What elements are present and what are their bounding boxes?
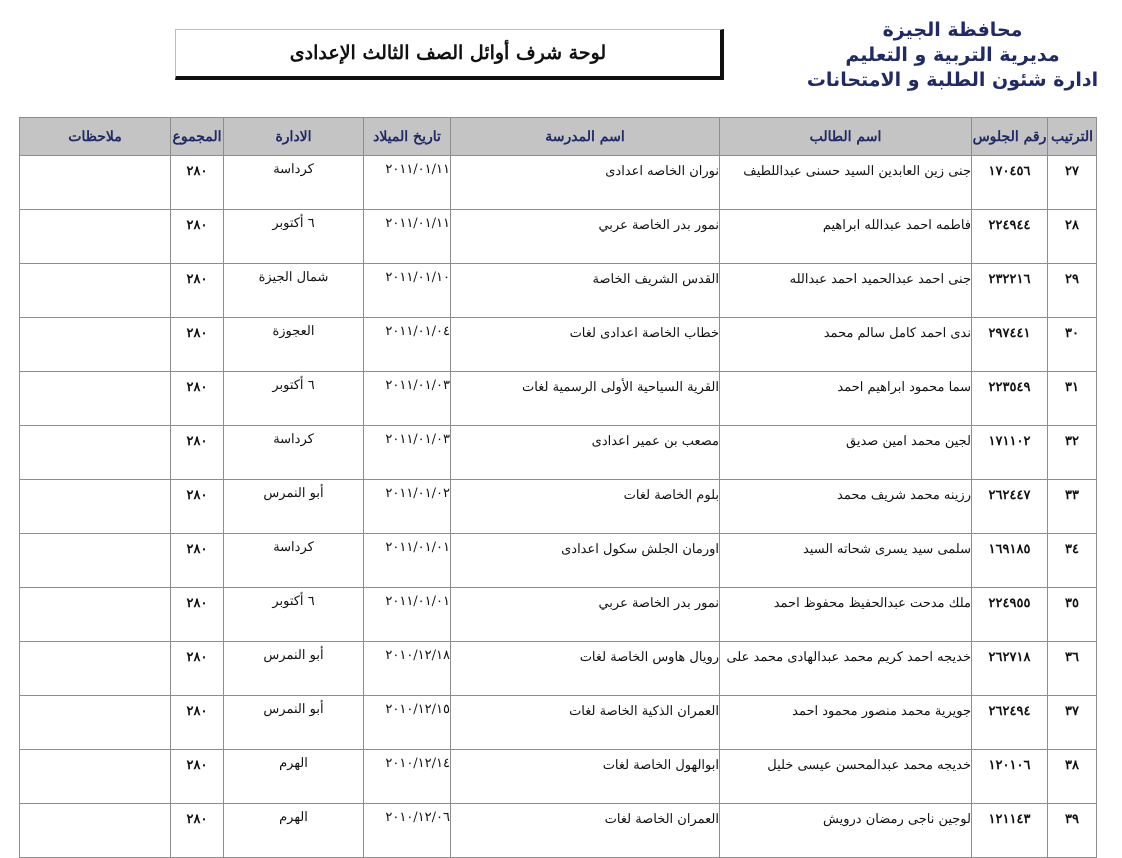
- student-name-cell: سلمى سيد يسرى شحاته السيد: [720, 534, 972, 588]
- total-cell: ٢٨٠: [171, 804, 224, 858]
- rank-cell: ٢٩: [1048, 264, 1097, 318]
- school-name-cell: بلوم الخاصة لغات: [451, 480, 720, 534]
- total-cell: ٢٨٠: [171, 426, 224, 480]
- seat-number-cell: ٢٦٢٧١٨: [972, 642, 1048, 696]
- administration-cell: الهرم: [224, 804, 364, 858]
- notes-cell: [20, 426, 171, 480]
- title-box: [175, 29, 724, 80]
- table-row: [20, 696, 1097, 750]
- seat-number-cell: ٢٩٧٤٤١: [972, 318, 1048, 372]
- administration-cell: كرداسة: [224, 156, 364, 210]
- table-row: [20, 750, 1097, 804]
- column-header-birth-date: تاريخ الميلاد: [364, 118, 451, 156]
- administration-cell: الهرم: [224, 750, 364, 804]
- birth-date-cell: ٢٠١١/٠١/١١: [364, 210, 451, 264]
- seat-number-cell: ٢٢٤٩٤٤: [972, 210, 1048, 264]
- column-header-student-name: اسم الطالب: [720, 118, 972, 156]
- notes-cell: [20, 750, 171, 804]
- total-cell: ٢٨٠: [171, 480, 224, 534]
- student-name-cell: لوجين ناجى رمضان درويش: [720, 804, 972, 858]
- total-cell: ٢٨٠: [171, 750, 224, 804]
- seat-number-cell: ١٢٠١٠٦: [972, 750, 1048, 804]
- notes-cell: [20, 372, 171, 426]
- department-name: ادارة شئون الطلبة و الامتحانات: [806, 69, 1099, 91]
- school-name-cell: العمران الخاصة لغات: [451, 804, 720, 858]
- student-name-cell: خديجه احمد كريم محمد عبدالهادى محمد على: [720, 642, 972, 696]
- total-cell: ٢٨٠: [171, 264, 224, 318]
- column-header-seat-number: رقم الجلوس: [972, 118, 1048, 156]
- school-name-cell: القرية السياحية الأولى الرسمية لغات: [451, 372, 720, 426]
- birth-date-cell: ٢٠١١/٠١/٠١: [364, 534, 451, 588]
- administration-cell: ٦ أكتوبر: [224, 372, 364, 426]
- rank-cell: ٣٨: [1048, 750, 1097, 804]
- administration-cell: ٦ أكتوبر: [224, 210, 364, 264]
- student-name-cell: جنى احمد عبدالحميد احمد عبدالله: [720, 264, 972, 318]
- column-header-school-name: اسم المدرسة: [451, 118, 720, 156]
- total-cell: ٢٨٠: [171, 534, 224, 588]
- school-name-cell: نمور بدر الخاصة عربي: [451, 210, 720, 264]
- school-name-cell: مصعب بن عمير اعدادى: [451, 426, 720, 480]
- rank-cell: ٢٧: [1048, 156, 1097, 210]
- student-name-cell: فاطمه احمد عبدالله ابراهيم: [720, 210, 972, 264]
- total-cell: ٢٨٠: [171, 318, 224, 372]
- total-cell: ٢٨٠: [171, 696, 224, 750]
- organization-header: [790, 18, 1115, 93]
- table-row: [20, 480, 1097, 534]
- seat-number-cell: ١٧٠٤٥٦: [972, 156, 1048, 210]
- total-cell: ٢٨٠: [171, 156, 224, 210]
- page-title: لوحة شرف أوائل الصف الثالث الإعدادى: [289, 42, 607, 64]
- seat-number-cell: ١٦٩١٨٥: [972, 534, 1048, 588]
- notes-cell: [20, 156, 171, 210]
- student-name-cell: جويرية محمد منصور محمود احمد: [720, 696, 972, 750]
- school-name-cell: ابوالهول الخاصة لغات: [451, 750, 720, 804]
- table-row: [20, 372, 1097, 426]
- table-row: [20, 426, 1097, 480]
- total-cell: ٢٨٠: [171, 642, 224, 696]
- birth-date-cell: ٢٠١٠/١٢/١٥: [364, 696, 451, 750]
- seat-number-cell: ١٢١١٤٣: [972, 804, 1048, 858]
- birth-date-cell: ٢٠١١/٠١/١٠: [364, 264, 451, 318]
- honor-roll-table: [19, 117, 1097, 858]
- administration-cell: أبو النمرس: [224, 696, 364, 750]
- table-row: [20, 588, 1097, 642]
- notes-cell: [20, 534, 171, 588]
- governorate-name: محافظة الجيزة: [882, 19, 1023, 41]
- student-name-cell: لجين محمد امين صديق: [720, 426, 972, 480]
- table-row: [20, 534, 1097, 588]
- table-row: [20, 264, 1097, 318]
- school-name-cell: خطاب الخاصة اعدادى لغات: [451, 318, 720, 372]
- administration-cell: ٦ أكتوبر: [224, 588, 364, 642]
- school-name-cell: اورمان الجلش سكول اعدادى: [451, 534, 720, 588]
- student-name-cell: سما محمود ابراهيم احمد: [720, 372, 972, 426]
- seat-number-cell: ٢٦٢٤٩٤: [972, 696, 1048, 750]
- birth-date-cell: ٢٠١١/٠١/١١: [364, 156, 451, 210]
- birth-date-cell: ٢٠١١/٠١/٠٣: [364, 372, 451, 426]
- total-cell: ٢٨٠: [171, 588, 224, 642]
- seat-number-cell: ٢٢٣٥٤٩: [972, 372, 1048, 426]
- table-row: [20, 642, 1097, 696]
- administration-cell: كرداسة: [224, 534, 364, 588]
- total-cell: ٢٨٠: [171, 372, 224, 426]
- rank-cell: ٣٩: [1048, 804, 1097, 858]
- column-header-total: المجموع: [171, 118, 224, 156]
- school-name-cell: العمران الذكية الخاصة لغات: [451, 696, 720, 750]
- rank-cell: ٣١: [1048, 372, 1097, 426]
- seat-number-cell: ٢٢٤٩٥٥: [972, 588, 1048, 642]
- student-name-cell: رزينه محمد شريف محمد: [720, 480, 972, 534]
- school-name-cell: رويال هاوس الخاصة لغات: [451, 642, 720, 696]
- table-row: [20, 156, 1097, 210]
- school-name-cell: نمور بدر الخاصة عربي: [451, 588, 720, 642]
- total-cell: ٢٨٠: [171, 210, 224, 264]
- table-row: [20, 804, 1097, 858]
- notes-cell: [20, 318, 171, 372]
- notes-cell: [20, 696, 171, 750]
- student-name-cell: ندى احمد كامل سالم محمد: [720, 318, 972, 372]
- notes-cell: [20, 264, 171, 318]
- directorate-name: مديرية التربية و التعليم: [845, 44, 1060, 66]
- administration-cell: كرداسة: [224, 426, 364, 480]
- table-row: [20, 318, 1097, 372]
- rank-cell: ٢٨: [1048, 210, 1097, 264]
- table-row: [20, 210, 1097, 264]
- student-name-cell: خديجه محمد عبدالمحسن عيسى خليل: [720, 750, 972, 804]
- seat-number-cell: ٢٦٢٤٤٧: [972, 480, 1048, 534]
- seat-number-cell: ٢٣٢٢١٦: [972, 264, 1048, 318]
- birth-date-cell: ٢٠١١/٠١/٠٣: [364, 426, 451, 480]
- student-name-cell: جنى زين العابدين السيد حسنى عبداللطيف: [720, 156, 972, 210]
- school-name-cell: القدس الشريف الخاصة: [451, 264, 720, 318]
- rank-cell: ٣٥: [1048, 588, 1097, 642]
- seat-number-cell: ١٧١١٠٢: [972, 426, 1048, 480]
- notes-cell: [20, 804, 171, 858]
- student-name-cell: ملك مدحت عبدالحفيظ محفوظ احمد: [720, 588, 972, 642]
- school-name-cell: نوران الخاصه اعدادى: [451, 156, 720, 210]
- administration-cell: شمال الجيزة: [224, 264, 364, 318]
- table-header-row: [20, 118, 1097, 156]
- notes-cell: [20, 642, 171, 696]
- birth-date-cell: ٢٠١١/٠١/٠٢: [364, 480, 451, 534]
- rank-cell: ٣٣: [1048, 480, 1097, 534]
- column-header-administration: الادارة: [224, 118, 364, 156]
- notes-cell: [20, 210, 171, 264]
- notes-cell: [20, 480, 171, 534]
- rank-cell: ٣٠: [1048, 318, 1097, 372]
- birth-date-cell: ٢٠١٠/١٢/١٨: [364, 642, 451, 696]
- notes-cell: [20, 588, 171, 642]
- administration-cell: العجوزة: [224, 318, 364, 372]
- birth-date-cell: ٢٠١٠/١٢/٠٦: [364, 804, 451, 858]
- administration-cell: أبو النمرس: [224, 480, 364, 534]
- birth-date-cell: ٢٠١١/٠١/٠٤: [364, 318, 451, 372]
- column-header-notes: ملاحظات: [20, 118, 171, 156]
- rank-cell: ٣٤: [1048, 534, 1097, 588]
- column-header-rank: الترتيب: [1048, 118, 1097, 156]
- rank-cell: ٣٦: [1048, 642, 1097, 696]
- rank-cell: ٣٧: [1048, 696, 1097, 750]
- rank-cell: ٣٢: [1048, 426, 1097, 480]
- administration-cell: أبو النمرس: [224, 642, 364, 696]
- birth-date-cell: ٢٠١١/٠١/٠١: [364, 588, 451, 642]
- birth-date-cell: ٢٠١٠/١٢/١٤: [364, 750, 451, 804]
